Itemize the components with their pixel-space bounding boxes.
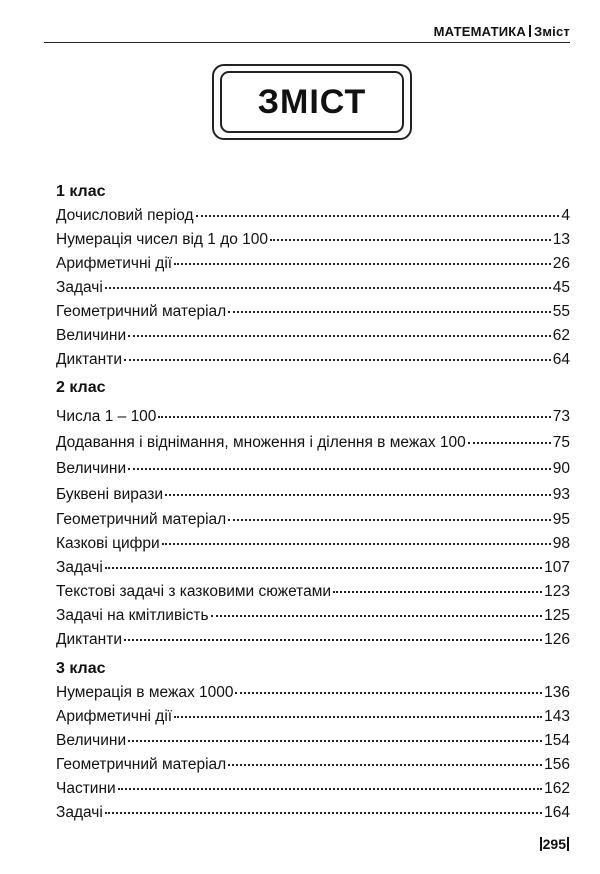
entry-label: Диктанти (56, 351, 122, 368)
toc-entry[interactable] (56, 532, 570, 556)
entry-label: Геометричний матеріал (56, 511, 227, 528)
entry-label: Величини (56, 460, 127, 477)
entry-label: Арифметичні дії (56, 255, 173, 272)
toc-section-1 (56, 180, 570, 372)
entry-page: 4 (561, 207, 570, 224)
entry-page: 13 (552, 231, 570, 248)
leader-dots (165, 493, 551, 496)
toc-entry[interactable] (56, 252, 570, 276)
entry-label: Арифметичні дії (56, 708, 173, 725)
leader-dots (128, 467, 551, 470)
leader-dots (174, 715, 542, 718)
section-title: 3 клас (56, 660, 106, 677)
entry-label: Нумерація в межах 1000 (56, 684, 234, 701)
header-separator (529, 25, 531, 37)
running-header (44, 24, 570, 43)
leader-dots (211, 614, 543, 617)
toc-section-3 (56, 657, 570, 825)
toc-entry[interactable] (56, 348, 570, 372)
toc-entry[interactable] (56, 580, 570, 604)
leader-dots (270, 238, 551, 241)
entry-label: Нумерація чисел від 1 до 100 (56, 231, 269, 248)
toc-entry[interactable] (56, 456, 570, 482)
entry-label: Числа 1 – 100 (56, 408, 157, 425)
toc-entry[interactable] (56, 705, 570, 729)
leader-dots (118, 787, 542, 790)
entry-page: 98 (552, 535, 570, 552)
leader-dots (162, 542, 551, 545)
toc-entry[interactable] (56, 404, 570, 430)
entry-page: 136 (544, 684, 570, 701)
section-title: 1 клас (56, 183, 106, 200)
page-number (539, 836, 570, 852)
entry-page: 143 (544, 708, 570, 725)
entry-page: 45 (552, 279, 570, 296)
page-title: ЗМІСТ (220, 71, 404, 133)
entry-page: 154 (544, 732, 570, 749)
toc-entry[interactable] (56, 753, 570, 777)
leader-dots (235, 691, 542, 694)
toc-entry[interactable] (56, 204, 570, 228)
title-frame (212, 64, 412, 140)
entry-page: 75 (552, 434, 570, 451)
entry-page: 26 (552, 255, 570, 272)
toc-entry[interactable] (56, 482, 570, 508)
leader-dots (124, 638, 542, 641)
entry-page: 164 (544, 804, 570, 821)
entry-page: 162 (544, 780, 570, 797)
leader-dots (196, 214, 560, 217)
entry-label: Геометричний матеріал (56, 756, 227, 773)
leader-dots (228, 518, 551, 521)
entry-label: Буквені вирази (56, 486, 164, 503)
entry-page: 55 (552, 303, 570, 320)
leader-dots (105, 286, 551, 289)
header-section: Зміст (534, 24, 570, 39)
toc-entry[interactable] (56, 276, 570, 300)
entry-label: Додавання і віднімання, множення і ділення в межах 100 (56, 434, 466, 451)
toc-entry[interactable] (56, 228, 570, 252)
header-subject: МАТЕМАТИКА (433, 24, 527, 39)
entry-page: 73 (552, 408, 570, 425)
leader-dots (128, 739, 542, 742)
entry-page: 95 (552, 511, 570, 528)
toc-entry[interactable] (56, 681, 570, 705)
toc-entry[interactable] (56, 324, 570, 348)
entry-label: Задачі (56, 279, 103, 296)
toc-entry[interactable] (56, 556, 570, 580)
toc-entry[interactable] (56, 777, 570, 801)
leader-dots (128, 334, 551, 337)
entry-label: Текстові задачі з казковими сюжетами (56, 583, 332, 600)
leader-dots (228, 763, 542, 766)
toc-entry[interactable] (56, 604, 570, 628)
leader-dots (174, 262, 551, 265)
toc-entry[interactable] (56, 729, 570, 753)
toc-entry[interactable] (56, 508, 570, 532)
leader-dots (228, 310, 551, 313)
entry-label: Задачі на кмітливість (56, 607, 209, 624)
entry-page: 93 (552, 486, 570, 503)
entry-label: Казкові цифри (56, 535, 160, 552)
entry-page: 126 (544, 631, 570, 648)
section-title: 2 клас (56, 379, 106, 396)
entry-page: 62 (552, 327, 570, 344)
entry-label: Задачі (56, 804, 103, 821)
entry-page: 125 (544, 607, 570, 624)
leader-dots (124, 358, 551, 361)
entry-page: 90 (552, 460, 570, 477)
toc-section-2 (56, 376, 570, 652)
entry-page: 123 (544, 583, 570, 600)
entry-page: 156 (544, 756, 570, 773)
leader-dots (333, 590, 542, 593)
entry-label: Диктанти (56, 631, 122, 648)
leader-dots (105, 566, 542, 569)
entry-label: Задачі (56, 559, 103, 576)
leader-dots (468, 441, 551, 444)
entry-page: 107 (544, 559, 570, 576)
entry-label: Величини (56, 732, 127, 749)
entry-label: Величини (56, 327, 127, 344)
leader-dots (105, 811, 542, 814)
toc-entry[interactable] (56, 300, 570, 324)
page-number-bar-right (567, 837, 569, 851)
leader-dots (158, 415, 550, 418)
toc-entry[interactable] (56, 628, 570, 652)
page-number-bar-left (540, 837, 542, 851)
entry-label: Дочисловий період (56, 207, 194, 224)
entry-page: 64 (552, 351, 570, 368)
toc-entry[interactable] (56, 430, 570, 456)
entry-label: Частини (56, 780, 116, 797)
page-number-value: 295 (542, 836, 566, 852)
toc-entry[interactable] (56, 801, 570, 825)
entry-label: Геометричний матеріал (56, 303, 227, 320)
